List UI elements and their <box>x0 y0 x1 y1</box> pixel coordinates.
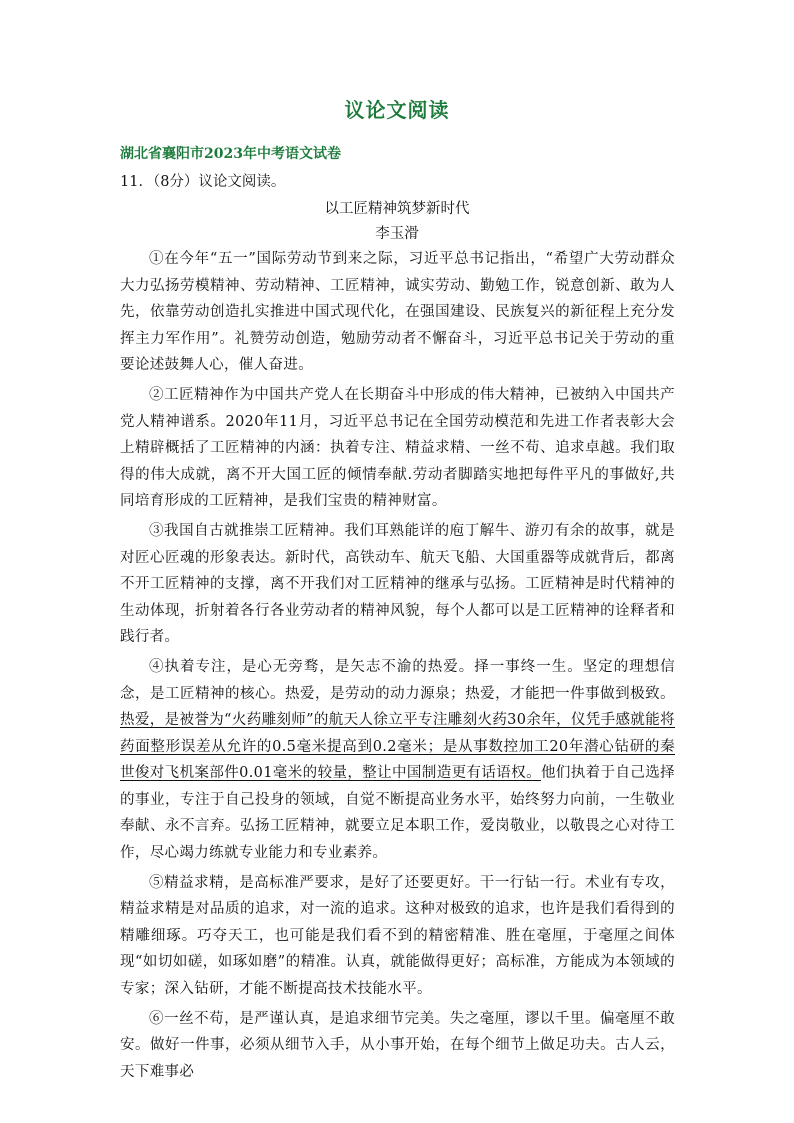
paragraph-6: ⑥一丝不苟，是严谨认真，是追求细节完美。失之毫厘，谬以千里。偏毫厘不敢安。做好一件事，必须从细节入手，从小事开始，在每个细节上做足功夫。古人云，天下难事必 <box>120 1010 675 1080</box>
paragraph-4-lead: ④执着专注，是心无旁骛，是矢志不渝的热爱。择一事终一生。坚定的理想信念，是工匠精神的核心。热爱，是劳动的动力源泉；热爱，才能把一件事做到极致。 <box>120 658 675 702</box>
article-title: 以工匠精神筑梦新时代 <box>324 201 470 217</box>
article-author: 李玉滑 <box>375 226 419 242</box>
paragraph-3: ③我国自古就推崇工匠精神。我们耳熟能详的庖丁解牛、游刃有余的故事，就是对匠心匠魂的形象表达。新时代，高铁动车、航天飞船、大国重器等成就背后，都离不开工匠精神的支撑，离不开我们对工匠精神的继承与弘扬。工匠精神是时代精神的生动体现，折射着各行各业劳动者的精神风貌，每个人都可以是工匠精神的诠释者和践行者。 <box>120 522 675 646</box>
paragraph-1: ①在今年“五一”国际劳动节到来之际，习近平总书记指出，“希望广大劳动群众大力弘扬劳模精神、劳动精神、工匠精神，诚实劳动、勤勉工作，锐意创新、敢为人先，依靠劳动创造扎实推进中国式现代化，在强国建设、民族复兴的新征程上充分发挥主力军作用”。礼赞劳动创造，勉励劳动者不懈奋斗，习近平总书记关于劳动的重要论述鼓舞人心，催人奋进。 <box>120 251 675 374</box>
question-heading: 11．（8分）议论文阅读。 <box>120 174 286 190</box>
paragraph-4-tail: 他们执着于自己选择的事业，专注于自己投身的领域，自觉不断提高业务水平，始终努力向前，一生敬业奉献、永不言弃。弘扬工匠精神，就要立足本职工作，爱岗敬业，以敬畏之心对待工作，尽心竭力练就专业能力和专业素养。 <box>120 765 675 862</box>
paragraph-4 <box>120 654 675 867</box>
paragraph-4-underlined-passage: 热爱，是被誉为“火药雕刻师”的航天人徐立平专注雕刻火药30余年，仪凭手感就能将药面整形误差从允许的0.5毫米提高到0.2毫米；是从事数控加工20年潜心钻研的秦世俊对飞机案部件0.01毫米的较量，整让中国制造更有话语权。 <box>120 712 675 782</box>
document-title: 议论文阅读 <box>344 98 450 122</box>
article-body <box>120 246 675 1088</box>
paragraph-2: ②工匠精神作为中国共产党人在长期奋斗中形成的伟大精神，已被纳入中国共产党人精神谱系。2020年11月，习近平总书记在全国劳动模范和先进工作者表彰大会上精辟概括了工匠精神的内涵：执着专注、精益求精、一丝不苟、追求卓越。我们取得的伟大成就，离不开大国工匠的倾情奉献.劳动者脚踏实地把每件平凡的事做好,共同培育形成的工匠精神，是我们宝贵的精神财富。 <box>120 386 675 510</box>
paragraph-5: ⑤精益求精，是高标准严要求，是好了还要更好。干一行钻一行。术业有专攻，精益求精是对品质的追求，对一流的追求。这种对极致的追求，也许是我们看得到的精雕细琢。巧夺天工，也可能是我们看不到的精密精准、胜在毫厘，于毫厘之间体现“如切如磋，如琢如磨”的精准。认真，就能做得更好；高标准，方能成为本领域的专家；深入钻研，才能不断提高技术技能水平。 <box>120 874 675 998</box>
exam-source: 湖北省襄阳市2023年中考语文试卷 <box>120 146 341 162</box>
